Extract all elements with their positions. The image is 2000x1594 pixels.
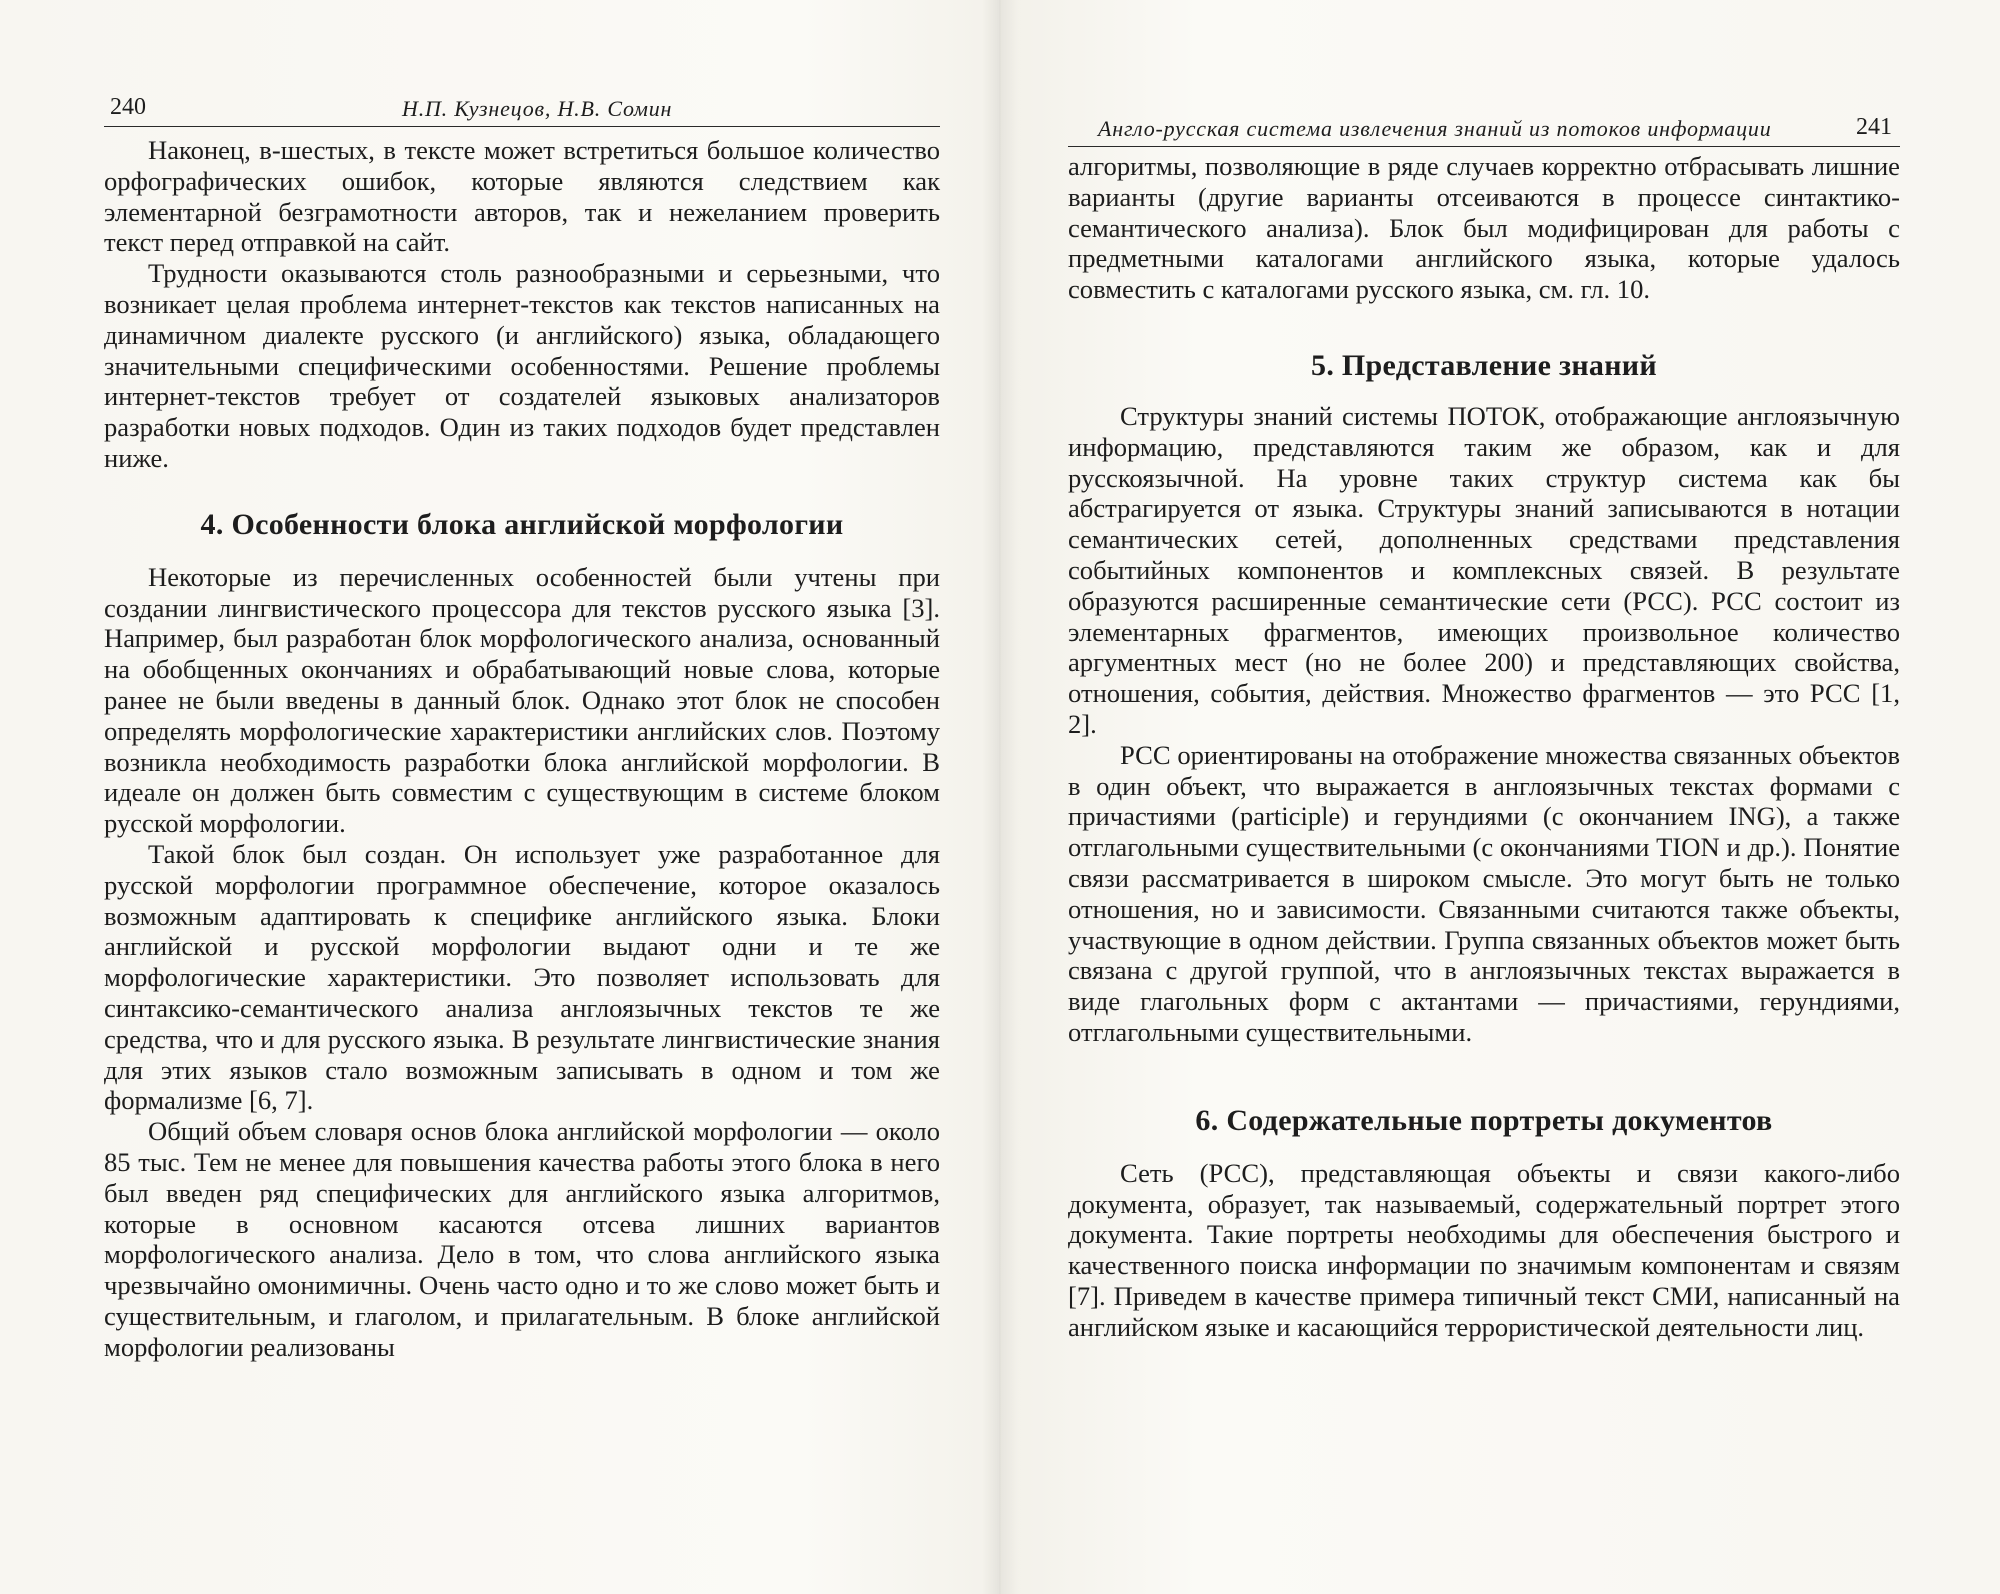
right-running-head	[1068, 112, 1900, 147]
section-5-heading: 5. Представление знаний	[1311, 348, 1657, 382]
left-intro-paragraph: Наконец, в-шестых, в тексте может встретиться большое количество орфографических ошибок, которые являются следствием как элементарной безграмотности авторов, так и нежеланием проверить текст перед отправкой на сайт.	[104, 135, 940, 258]
section-5-paragraph: РСС ориентированы на отображение множества связанных объектов в один объект, что выражается в англоязычных текстах формами с причастиями (participle) и герундиями (с окончанием ING), а также отглагольными существительными (с окончаниями TION и др.). Понятие связи рассматривается в широком смысле. Это могут быть не только отношения, но и зависимости. Связанными считаются также объекты, участвующие в одном действии. Группа связанных объектов может быть связана с другой группой, что в англоязычных текстах выражается в виде глагольных форм с актантами — причастиями, герундиями, отглагольными существительными.	[1068, 739, 1900, 1047]
right-running-title: Англо-русская система извлечения знаний из потоков информации	[1098, 116, 1772, 141]
section-6-heading: 6. Содержательные портреты документов	[1195, 1103, 1773, 1137]
section-6-paragraph: Сеть (РСС), представляющая объекты и связи какого-либо документа, образует, так называемый, содержательный портрет этого документа. Такие портреты необходимы для обеспечения быстрого и качественного поиска информации по значимым компонентам и связям [7]. Приведем в качестве примера типичный текст СМИ, написанный на английском языке и касающийся террористической деятельности лиц.	[1068, 1157, 1900, 1342]
left-page-number: 240	[110, 94, 146, 120]
section-4-paragraph: Некоторые из перечисленных особенностей были учтены при создании лингвистического процессора для текстов русского языка [3]. Например, был разработан блок морфологического анализа, основанный на обобщенных окончаниях и обрабатывающий новые слова, которые ранее не были введены в данный блок. Однако этот блок не способен определять морфологические характеристики английских слов. Поэтому возникла необходимость разработки блока английской морфологии. В идеале он должен быть совместим с существующим в системе блоком русской морфологии.	[104, 561, 940, 839]
right-page	[1010, 0, 2000, 1594]
section-4-heading: 4. Особенности блока английской морфологии	[200, 507, 844, 541]
left-page	[0, 0, 990, 1594]
section-4-paragraph: Такой блок был создан. Он использует уже разработанное для русской морфологии программное обеспечение, которое оказалось возможным адаптировать к специфике английского языка. Блоки английской и русской морфологии выдают одни и те же морфологические характеристики. Это позволяет использовать для синтаксико-семантического анализа англоязычных текстов те же средства, что и для русского языка. В результате лингвистические знания для этих языков стало возможным записывать в одном и том же формализме [6, 7].	[104, 838, 940, 1116]
right-page-number: 241	[1856, 114, 1892, 140]
left-running-title: Н.П. Кузнецов, Н.В. Сомин	[402, 96, 673, 121]
section-5-paragraph: Структуры знаний системы ПОТОК, отображающие англоязычную информацию, представляются таким же образом, как и для русскоязычной. На уровне таких структур система как бы абстрагируется от языка. Структуры знаний записываются в нотации семантических сетей, дополненных средствами представления событийных компонентов и комплексных связей. В результате образуются расширенные семантические сети (РСС). РСС состоит из элементарных фрагментов, имеющих произвольное количество аргументных мест (но не более 200) и представляющих свойства, отношения, события, действия. Множество фрагментов — это РСС [1, 2].	[1068, 400, 1900, 739]
section-4-paragraph: Общий объем словаря основ блока английской морфологии — около 85 тыс. Тем не менее для повышения качества работы этого блока в него был введен ряд специфических для английского языка алгоритмов, которые в основном касаются отсева лишних вариантов морфологического анализа. Дело в том, что слова английского языка чрезвычайно омонимичны. Очень часто одно и то же слово может быть и существительным, и глаголом, и прилагательным. В блоке английской морфологии реализованы	[104, 1116, 940, 1362]
continuation-paragraph: алгоритмы, позволяющие в ряде случаев корректно отбрасывать лишние варианты (другие варианты отсеиваются в процессе синтактико-семантического анализа). Блок был модифицирован для работы с предметными каталогами английского языка, которые удалось совместить с каталогами русского языка, см. гл. 10.	[1068, 151, 1900, 305]
left-running-head	[104, 92, 940, 127]
left-intro-paragraph: Трудности оказываются столь разнообразными и серьезными, что возникает целая проблема интернет-текстов как текстов написанных на динамичном диалекте русского (и английского) языка, обладающего значительными специфическими особенностями. Решение проблемы интернет-текстов требует от создателей языковых анализаторов разработки новых подходов. Один из таких подходов будет представлен ниже.	[104, 258, 940, 473]
left-body	[104, 135, 940, 1362]
right-body	[1068, 151, 1900, 1343]
